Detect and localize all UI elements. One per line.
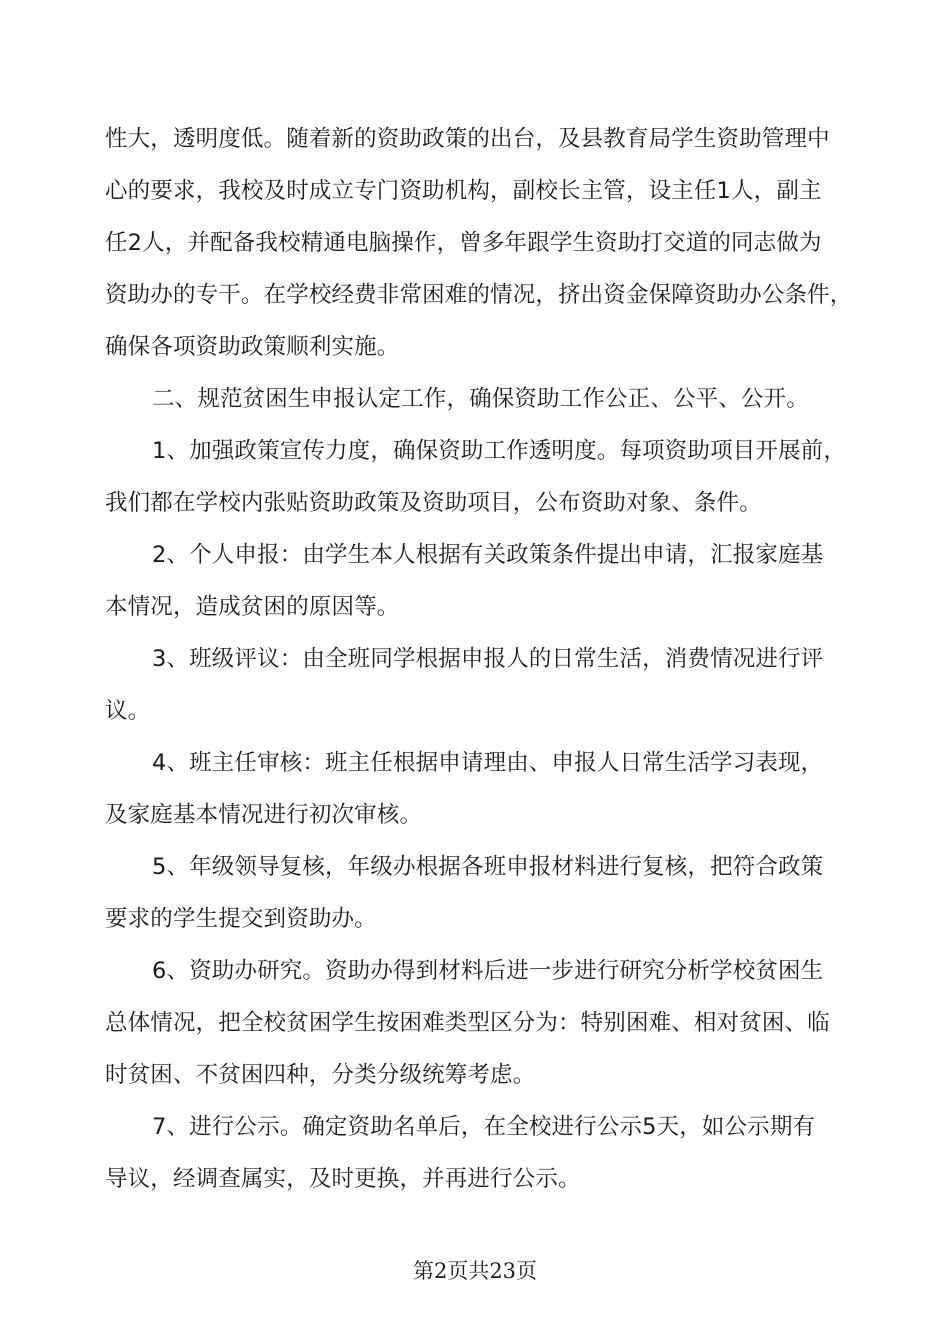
text-line: 议。 [105, 698, 151, 724]
section-heading: 二、规范贫困生申报认定工作，确保资助工作公正、公平、公开。 [152, 386, 809, 412]
text-line: 6、资助办研究。资助办得到材料后进一步进行研究分析学校贫困生 [152, 958, 824, 984]
text-line: 性大，透明度低。随着新的资助政策的出台，及县教育局学生资助管理中 [105, 126, 830, 152]
text-line: 及家庭基本情况进行初次审核。 [105, 802, 423, 828]
text-line: 3、班级评议：由全班同学根据申报人的日常生活，消费情况进行评 [152, 646, 824, 672]
text-line: 时贫困、不贫困四种，分类分级统筹考虑。 [105, 1062, 536, 1088]
text-line: 我们都在学校内张贴资助政策及资助项目，公布资助对象、条件。 [105, 490, 762, 516]
text-line: 导议，经调查属实，及时更换，并再进行公示。 [105, 1166, 581, 1192]
text-line: 总体情况，把全校贫困学生按困难类型区分为：特别困难、相对贫困、临 [105, 1010, 830, 1036]
text-line: 5、年级领导复核，年级办根据各班申报材料进行复核，把符合政策 [152, 854, 824, 880]
text-line: 2、个人申报：由学生本人根据有关政策条件提出申请，汇报家庭基 [152, 542, 824, 568]
text-line: 要求的学生提交到资助办。 [105, 906, 377, 932]
page-number-footer: 第2页共23页 [412, 1259, 538, 1283]
text-line: 心的要求，我校及时成立专门资助机构，副校长主管，设主任1人，副主 [105, 178, 822, 204]
text-line: 4、班主任审核：班主任根据申请理由、申报人日常生活学习表现， [152, 750, 824, 776]
text-line: 确保各项资助政策顺利实施。 [105, 334, 400, 360]
text-line: 资助办的专干。在学校经费非常困难的情况，挤出资金保障资助办公条件， [105, 282, 853, 308]
text-line: 7、进行公示。确定资助名单后，在全校进行公示5天，如公示期有 [152, 1114, 816, 1140]
text-line: 任2人，并配备我校精通电脑操作，曾多年跟学生资助打交道的同志做为 [105, 230, 822, 256]
text-line: 1、加强政策宣传力度，确保资助工作透明度。每项资助项目开展前， [152, 438, 846, 464]
text-line: 本情况，造成贫困的原因等。 [105, 594, 400, 620]
